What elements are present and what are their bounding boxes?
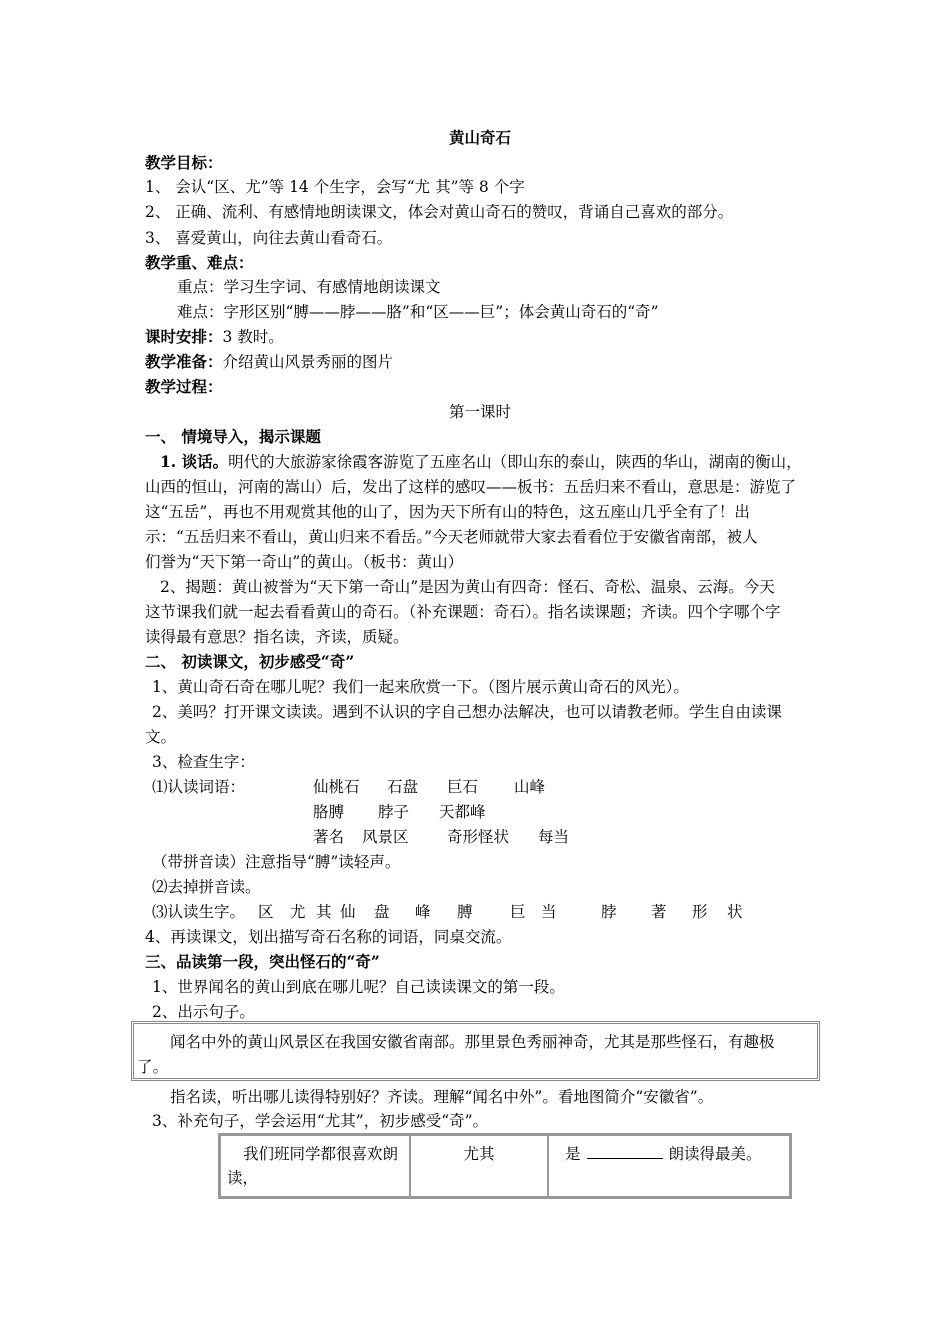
- keypoints-heading: 教学重、难点：: [145, 253, 254, 272]
- table-cell-blank: [548, 1135, 790, 1197]
- fill-in-table: [218, 1133, 792, 1199]
- char-3: 其: [316, 903, 332, 921]
- word-4: 山峰: [514, 778, 546, 796]
- prep-line: [145, 352, 393, 372]
- section2-line1: 1、黄山奇石奇在哪儿呢？我们一起来欣赏一下。（图片展示黄山奇石的风光）。: [152, 678, 689, 696]
- char-10: 脖: [601, 903, 617, 921]
- char-7: 膊: [457, 903, 473, 921]
- pinyin-note: （带拼音读）注意指导“膊”读轻声。: [152, 853, 401, 871]
- keypoints-focus: 重点：学习生字词、有感情地朗读课文: [177, 278, 441, 296]
- table-cell-youqi: 尤其: [410, 1135, 548, 1197]
- remove-pinyin-line: ⑵去掉拼音读。: [152, 878, 261, 896]
- word-11: 每当: [538, 828, 570, 846]
- word-8: 著名: [313, 828, 345, 846]
- goal-item-3: 3、 喜爱黄山，向往去黄山看奇石。: [145, 229, 393, 247]
- goals-heading: 教学目标：: [145, 153, 223, 172]
- schedule-value: 3 教时。: [222, 328, 284, 346]
- quote-line2: 了。: [137, 1058, 169, 1076]
- char-6: 峰: [415, 903, 431, 921]
- section2-heading: 二、 初读课文，初步感受“奇”: [145, 652, 355, 671]
- table-cell-blank-before: 是: [565, 1145, 581, 1163]
- word-9: 风景区: [362, 828, 409, 846]
- keypoints-difficulty: 难点：字形区别“膊——脖——胳”和“区——巨”；体会黄山奇石的“奇”: [177, 303, 659, 321]
- word-10: 奇形怪状: [447, 828, 510, 846]
- section2-line4: 4、再读课文，划出描写奇石名称的词语，同桌交流。: [145, 928, 512, 946]
- table-cell-sentence-start: 我们班同学都很喜欢朗读，: [220, 1135, 410, 1197]
- section1-p1-line2: 山西的恒山，河南的嵩山）后，发出了这样的感叹——板书：五岳归来不看山，意思是：游览了: [145, 478, 797, 496]
- goal-item-1: 1、 会认“区、尤”等 14 个生字，会写“尤 其”等 8 个字: [145, 178, 525, 196]
- document-title: 黄山奇石: [448, 128, 511, 147]
- word-3: 巨石: [447, 778, 479, 796]
- fill-blank[interactable]: [587, 1142, 663, 1159]
- char-8: 巨: [510, 903, 526, 921]
- section2-line2a: 2、美吗？打开课文读读。遇到不认识的字自己想办法解决，也可以请教老师。学生自由读课: [152, 703, 782, 721]
- table-cell-blank-after: 朗读得最美。: [668, 1145, 762, 1163]
- section3-line3: 3、补充句子，学会运用“尤其”，初步感受“奇”。: [152, 1112, 489, 1130]
- section1-p1-line5: 们誉为“天下第一奇山”的黄山。（板书：黄山）: [145, 553, 464, 571]
- section1-heading: 一、 情境导入，揭示课题: [145, 427, 321, 446]
- table-row: [220, 1135, 790, 1197]
- char-11: 著: [651, 903, 667, 921]
- section3-line1: 1、世界闻名的黄山到底在哪儿呢？自己读读课文的第一段。: [152, 978, 565, 996]
- prep-label: 教学准备：: [145, 352, 223, 371]
- section1-p2-line3: 读得最有意思？指名读，齐读，质疑。: [145, 628, 409, 646]
- process-heading: 教学过程：: [145, 377, 223, 396]
- schedule-line: [145, 327, 284, 347]
- session-title: 第一课时: [448, 403, 511, 421]
- word-2: 石盘: [387, 778, 419, 796]
- after-quote-line: 指名读，听出哪儿读得特别好？齐读。理解“闻名中外”。看地图简介“安徽省”。: [170, 1088, 714, 1106]
- section1-p1-line3: 这“五岳”，再也不用观赏其他的山了，因为天下所有山的特色，这五座山几乎全有了！出: [145, 503, 750, 521]
- section1-p1-line1-text: 明代的大旅游家徐霞客游览了五座名山（即山东的泰山，陕西的华山，湖南的衡山，: [228, 453, 802, 471]
- section2-line2b: 文。: [145, 728, 177, 746]
- char-4: 仙: [340, 903, 356, 921]
- section3-line2: 2、出示句子。: [152, 1003, 255, 1021]
- char-5: 盘: [374, 903, 390, 921]
- section1-p2-line1: 2、揭题：黄山被誉为“天下第一奇山”是因为黄山有四奇：怪石、奇松、温泉、云海。今天: [160, 578, 775, 596]
- word-1: 仙桃石: [313, 778, 360, 796]
- char-2: 尤: [290, 903, 306, 921]
- word-6: 脖子: [378, 803, 410, 821]
- section1-p1-line4: 示：“五岳归来不看山，黄山归来不看岳。”今天老师就带大家去看看位于安徽省南部，被人: [145, 528, 758, 546]
- section1-p2-line2: 这节课我们就一起去看看黄山的奇石。（补充课题：奇石）。指名读课题；齐读。四个字哪个字: [145, 603, 781, 621]
- quote-line1: 闻名中外的黄山风景区在我国安徽省南部。那里景色秀丽神奇，尤其是那些怪石，有趣极: [170, 1033, 775, 1051]
- words-label: ⑴认读词语：: [152, 778, 246, 796]
- char-13: 状: [727, 903, 743, 921]
- chars-label: ⑶认读生字。: [152, 903, 246, 921]
- schedule-label: 课时安排：: [145, 327, 223, 346]
- goal-item-2: 2、 正确、流利、有感情地朗读课文，体会对黄山奇石的赞叹，背诵自己喜欢的部分。: [145, 203, 734, 221]
- section1-p1-line1: [160, 452, 802, 472]
- char-9: 当: [541, 903, 557, 921]
- prep-value: 介绍黄山风景秀丽的图片: [222, 353, 394, 371]
- section1-p1-lead: 1. 谈话。: [160, 452, 229, 471]
- section3-heading: 三、品读第一段，突出怪石的“奇”: [145, 952, 380, 971]
- section2-line3: 3、检查生字：: [152, 753, 255, 771]
- char-1: 区: [258, 903, 274, 921]
- word-5: 胳膊: [313, 803, 345, 821]
- word-7: 天都峰: [439, 803, 486, 821]
- char-12: 形: [692, 903, 708, 921]
